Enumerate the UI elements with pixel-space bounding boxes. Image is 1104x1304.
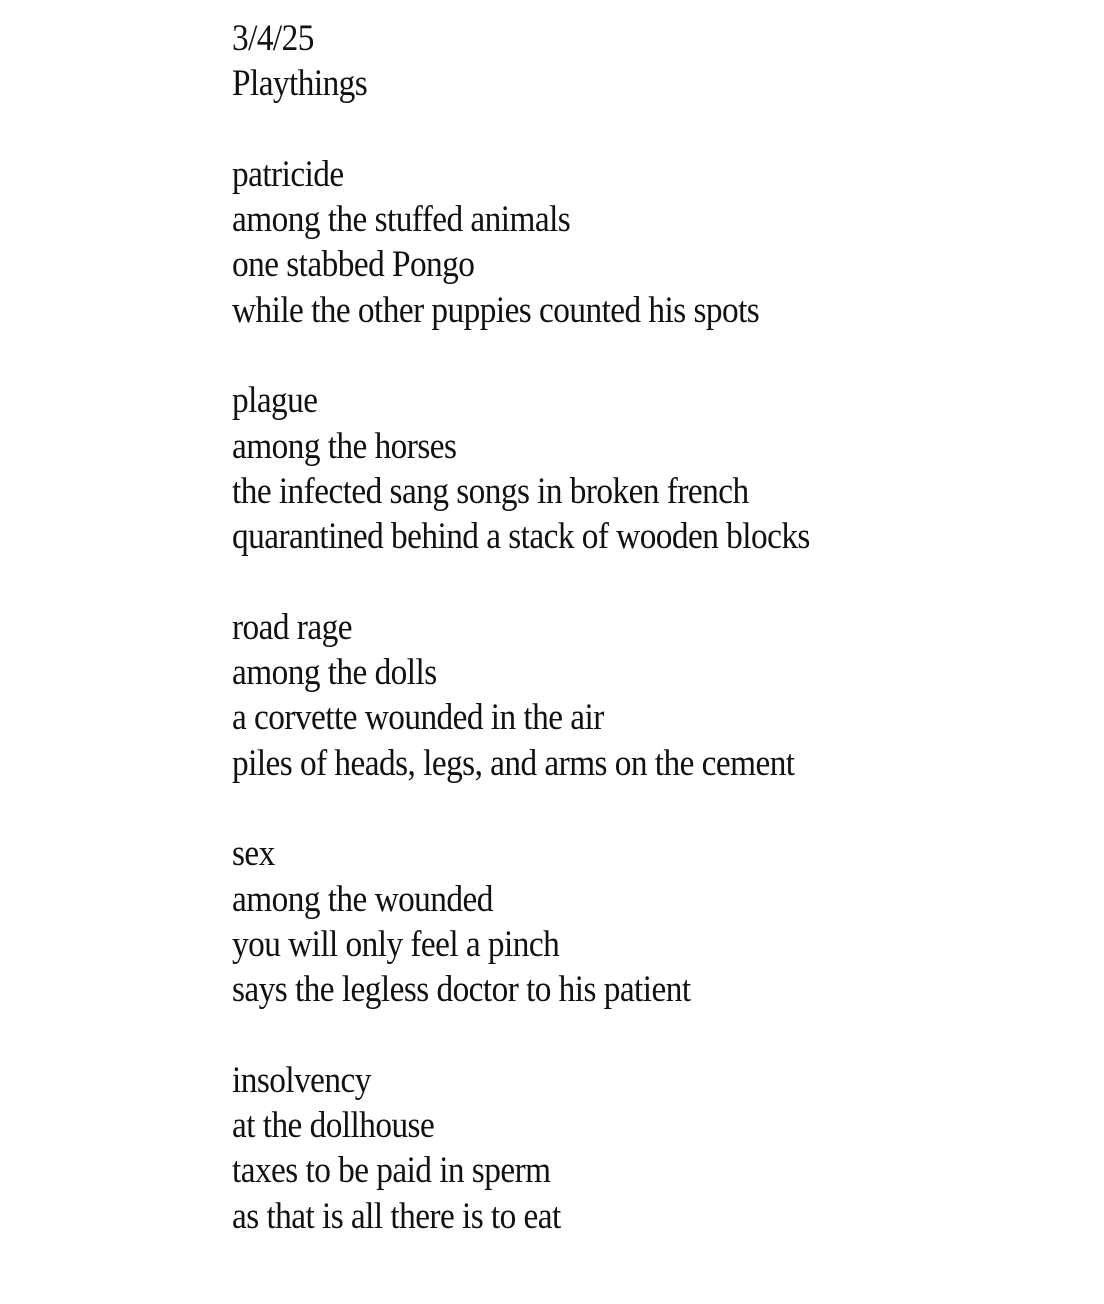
- stanza-line: says the legless doctor to his patient: [232, 969, 691, 1011]
- stanza-line: insolvency: [232, 1059, 371, 1101]
- stanza-line: sex: [232, 833, 275, 875]
- stanza-line: a corvette wounded in the air: [232, 697, 604, 739]
- stanza-line: as that is all there is to eat: [232, 1195, 561, 1237]
- stanza-line: patricide: [232, 153, 344, 195]
- stanza-line: while the other puppies counted his spots: [232, 289, 760, 331]
- stanza-line: piles of heads, legs, and arms on the cement: [232, 742, 795, 784]
- stanza-line: among the stuffed animals: [232, 199, 571, 241]
- stanza-line: one stabbed Pongo: [232, 244, 475, 286]
- stanza-line: road rage: [232, 606, 352, 648]
- stanza-1: [232, 152, 810, 333]
- stanza-line: you will only feel a pinch: [232, 923, 560, 965]
- stanza-5: [232, 1058, 810, 1239]
- poem-document: [232, 16, 810, 1239]
- stanza-line: among the wounded: [232, 878, 493, 920]
- stanza-3: [232, 605, 810, 786]
- stanza-2: [232, 378, 810, 559]
- stanza-4: [232, 831, 810, 1012]
- stanza-line: plague: [232, 380, 318, 422]
- stanza-line: quarantined behind a stack of wooden blocks: [232, 516, 810, 558]
- poem-date: 3/4/25: [232, 18, 314, 59]
- stanza-line: taxes to be paid in sperm: [232, 1150, 551, 1192]
- poem-title: Playthings: [232, 63, 368, 105]
- stanza-line: the infected sang songs in broken french: [232, 470, 749, 512]
- stanza-line: among the horses: [232, 425, 457, 467]
- stanza-line: at the dollhouse: [232, 1105, 435, 1147]
- stanza-line: among the dolls: [232, 652, 437, 694]
